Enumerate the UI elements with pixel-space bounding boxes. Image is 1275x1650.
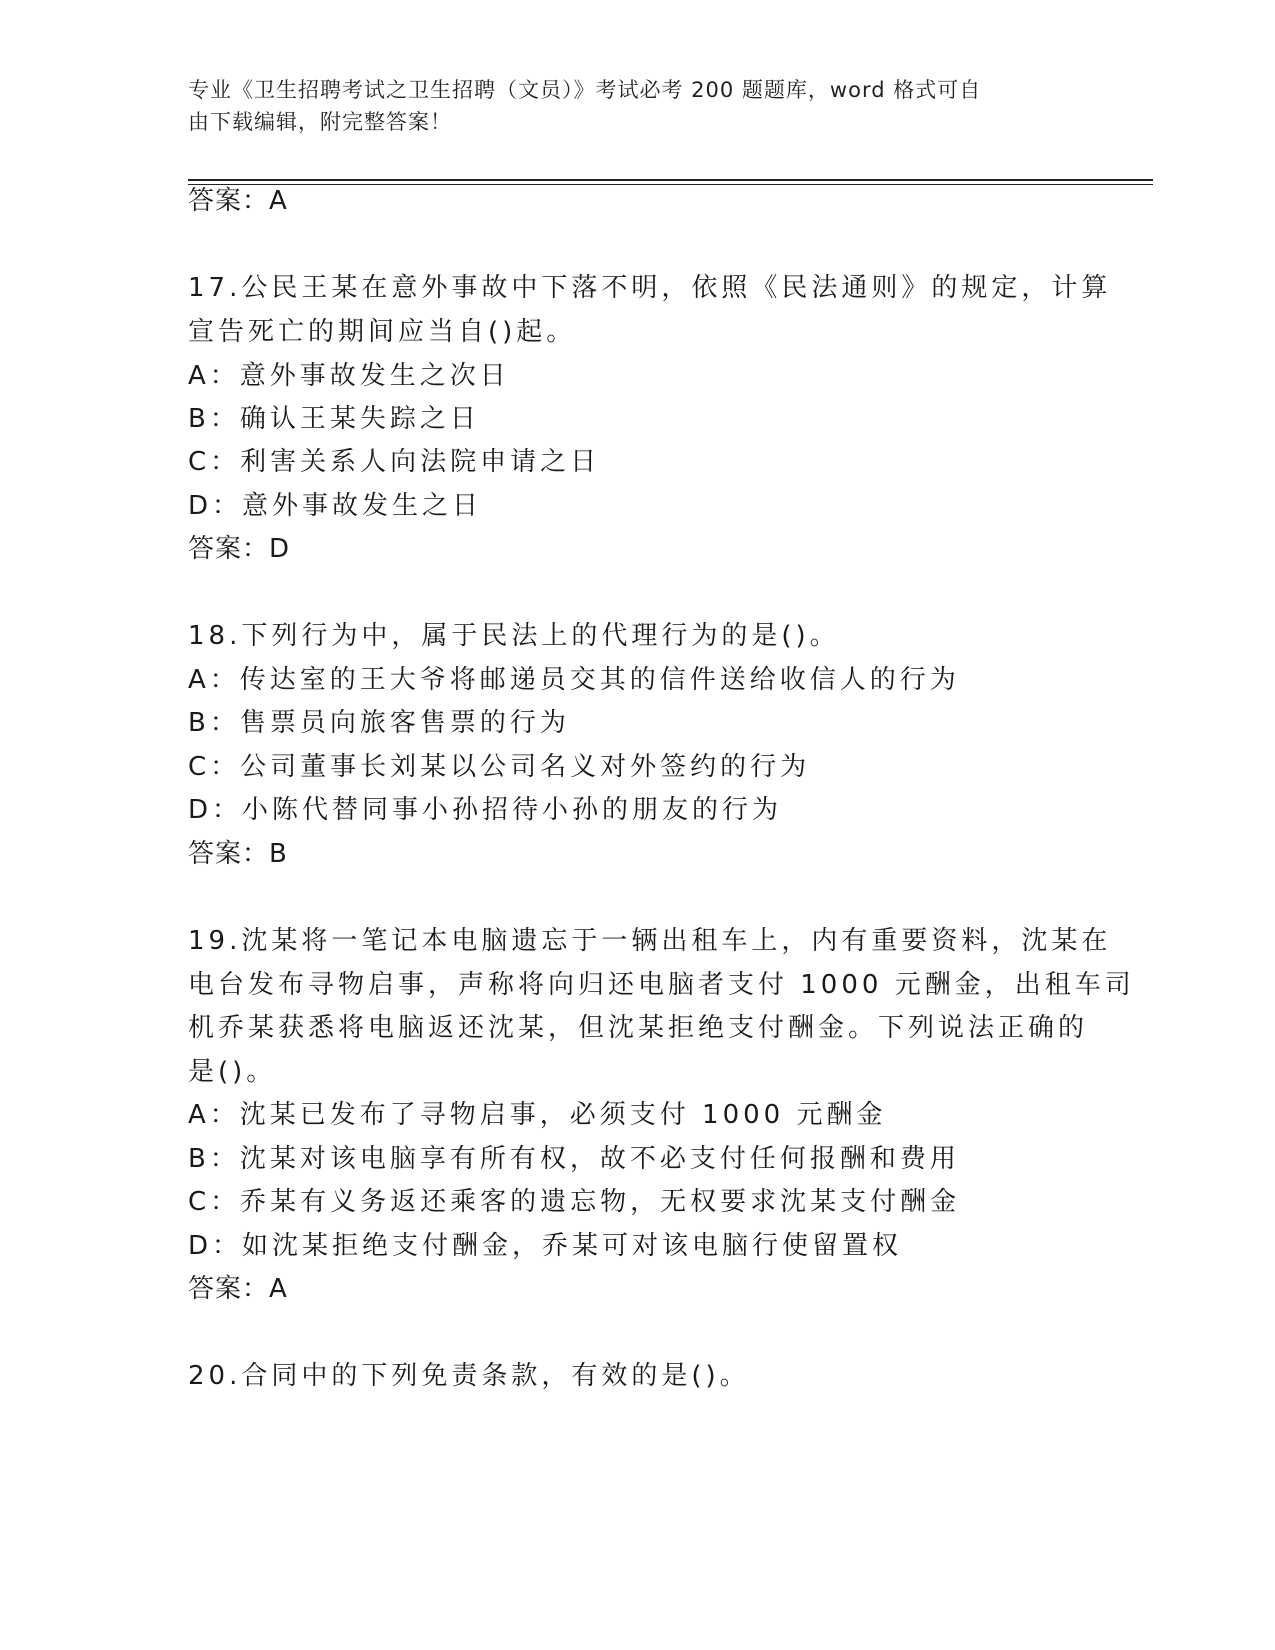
question-18-stem-line-1: 18.下列行为中，属于民法上的代理行为的是()。	[188, 621, 840, 651]
question-18-option-c: C：公司董事长刘某以公司名义对外签约的行为	[188, 752, 811, 782]
question-18-option-a: A：传达室的王大爷将邮递员交其的信件送给收信人的行为	[188, 665, 960, 695]
question-17-option-a: A：意外事故发生之次日	[188, 361, 510, 391]
question-17-option-d: D：意外事故发生之日	[188, 491, 483, 521]
question-19-option-d: D：如沈某拒绝支付酬金，乔某可对该电脑行使留置权	[188, 1231, 903, 1261]
question-20-stem-line-1: 20.合同中的下列免责条款，有效的是()。	[188, 1361, 750, 1391]
question-19-answer: 答案：A	[188, 1274, 288, 1304]
question-19-option-c: C：乔某有义务返还乘客的遗忘物，无权要求沈某支付酬金	[188, 1187, 961, 1217]
question-19-option-b: B：沈某对该电脑享有所有权，故不必支付任何报酬和费用	[188, 1144, 960, 1174]
question-19-stem-line-2: 电台发布寻物启事，声称将向归还电脑者支付 1000 元酬金，出租车司	[188, 970, 1135, 1000]
question-19-stem-line-3: 机乔某获悉将电脑返还沈某，但沈某拒绝支付酬金。下列说法正确的	[188, 1013, 1089, 1043]
question-18-answer: 答案：B	[188, 839, 288, 869]
question-17-answer: 答案：D	[188, 534, 291, 564]
question-19-stem-line-4: 是()。	[188, 1057, 277, 1087]
question-19-option-a: A：沈某已发布了寻物启事，必须支付 1000 元酬金	[188, 1100, 887, 1130]
document-header	[188, 74, 1068, 138]
question-17-stem-line-1: 17.公民王某在意外事故中下落不明，依照《民法通则》的规定，计算	[188, 273, 1112, 303]
question-17-stem-line-2: 宣告死亡的期间应当自()起。	[188, 317, 577, 347]
question-17-option-c: C：利害关系人向法院申请之日	[188, 447, 601, 477]
question-18-option-b: B：售票员向旅客售票的行为	[188, 708, 570, 738]
question-18-option-d: D：小陈代替同事小孙招待小孙的朋友的行为	[188, 795, 783, 825]
header-line-2: 由下载编辑，附完整答案！	[188, 110, 452, 134]
header-rule-thin	[188, 184, 1153, 185]
question-19-stem-line-1: 19.沈某将一笔记本电脑遗忘于一辆出租车上，内有重要资料，沈某在	[188, 926, 1112, 956]
header-rule-thick	[188, 179, 1153, 181]
header-line-1: 专业《卫生招聘考试之卫生招聘（文员）》考试必考 200 题题库，word 格式可自	[188, 78, 982, 102]
previous-answer: 答案：A	[188, 186, 288, 216]
question-17-option-b: B：确认王某失踪之日	[188, 404, 480, 434]
